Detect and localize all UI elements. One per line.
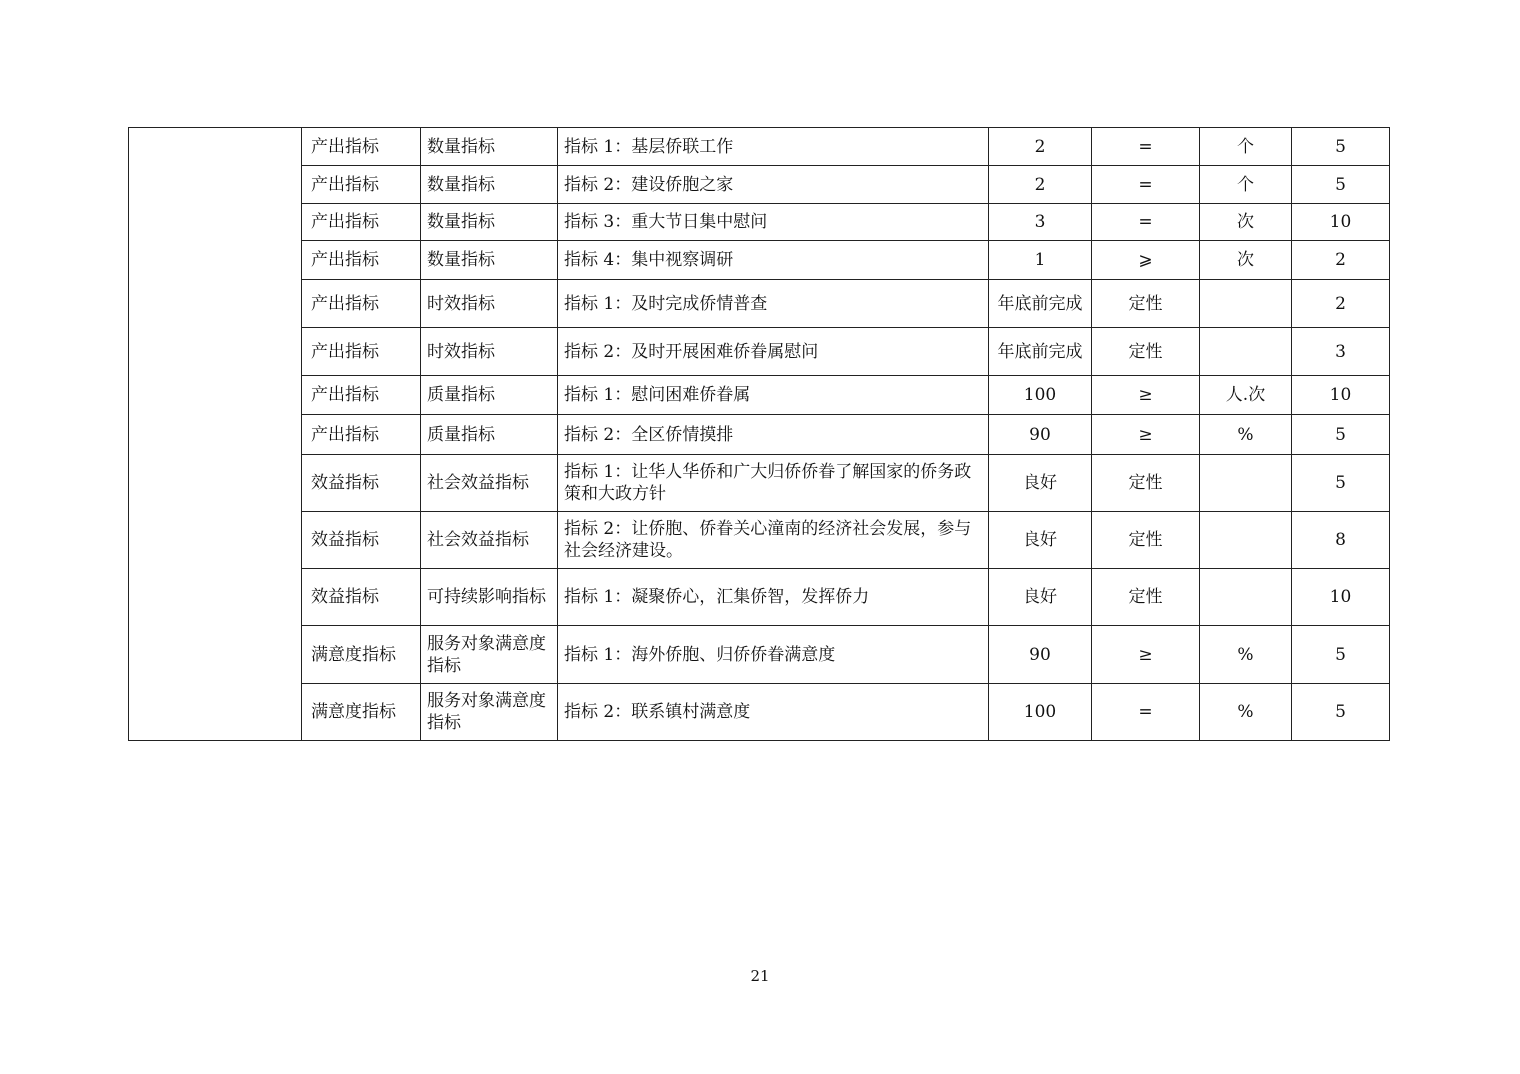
level2-cell: 数量指标 (421, 241, 558, 280)
table-row (129, 376, 1390, 415)
target-value-cell: 良好 (989, 569, 1092, 626)
score-cell: 8 (1292, 512, 1390, 569)
indicator-cell: 指标 2：全区侨情摸排 (558, 415, 989, 455)
operator-cell: 定性 (1092, 569, 1200, 626)
level2-cell: 社会效益指标 (421, 455, 558, 512)
unit-cell: 个 (1200, 128, 1292, 166)
operator-cell: 定性 (1092, 280, 1200, 328)
level2-cell: 质量指标 (421, 415, 558, 455)
score-cell: 10 (1292, 569, 1390, 626)
table-body (129, 128, 1390, 741)
level2-cell: 社会效益指标 (421, 512, 558, 569)
level1-cell: 产出指标 (302, 415, 421, 455)
score-cell: 5 (1292, 415, 1390, 455)
indicator-cell: 指标 1：海外侨胞、归侨侨眷满意度 (558, 626, 989, 684)
unit-cell (1200, 328, 1292, 376)
score-cell: 5 (1292, 455, 1390, 512)
level1-cell: 产出指标 (302, 376, 421, 415)
operator-cell: ≥ (1092, 626, 1200, 684)
indicator-cell: 指标 2：建设侨胞之家 (558, 166, 989, 204)
target-value-cell: 2 (989, 128, 1092, 166)
target-value-cell: 2 (989, 166, 1092, 204)
indicator-cell: 指标 2：让侨胞、侨眷关心潼南的经济社会发展，参与社会经济建设。 (558, 512, 989, 569)
unit-cell (1200, 280, 1292, 328)
table-row (129, 512, 1390, 569)
target-value-cell: 3 (989, 204, 1092, 241)
table-row (129, 626, 1390, 684)
indicator-cell: 指标 1：凝聚侨心，汇集侨智，发挥侨力 (558, 569, 989, 626)
target-value-cell: 良好 (989, 455, 1092, 512)
table-row (129, 455, 1390, 512)
table-row (129, 241, 1390, 280)
indicator-cell: 指标 3：重大节日集中慰问 (558, 204, 989, 241)
indicator-cell: 指标 2：及时开展困难侨眷属慰问 (558, 328, 989, 376)
operator-cell: ≥ (1092, 415, 1200, 455)
level2-cell: 时效指标 (421, 328, 558, 376)
indicator-cell: 指标 4：集中视察调研 (558, 241, 989, 280)
unit-cell (1200, 512, 1292, 569)
table-row (129, 415, 1390, 455)
score-cell: 5 (1292, 626, 1390, 684)
level2-cell: 数量指标 (421, 204, 558, 241)
table-row (129, 684, 1390, 741)
target-value-cell: 良好 (989, 512, 1092, 569)
level1-cell: 产出指标 (302, 241, 421, 280)
level1-cell: 满意度指标 (302, 626, 421, 684)
score-cell: 2 (1292, 280, 1390, 328)
operator-cell: = (1092, 204, 1200, 241)
target-value-cell: 年底前完成 (989, 328, 1092, 376)
level2-cell: 数量指标 (421, 128, 558, 166)
page-number: 21 (750, 967, 770, 985)
level1-cell: 效益指标 (302, 455, 421, 512)
score-cell: 10 (1292, 204, 1390, 241)
operator-cell: ⩾ (1092, 241, 1200, 280)
unit-cell: 人.次 (1200, 376, 1292, 415)
operator-cell: = (1092, 166, 1200, 204)
level1-cell: 满意度指标 (302, 684, 421, 741)
operator-cell: ≥ (1092, 376, 1200, 415)
level2-cell: 服务对象满意度指标 (421, 684, 558, 741)
table-row (129, 280, 1390, 328)
target-value-cell: 90 (989, 626, 1092, 684)
unit-cell: 次 (1200, 204, 1292, 241)
level2-cell: 数量指标 (421, 166, 558, 204)
table-row (129, 569, 1390, 626)
performance-indicator-table (128, 127, 1390, 741)
level2-cell: 可持续影响指标 (421, 569, 558, 626)
score-cell: 5 (1292, 128, 1390, 166)
operator-cell: 定性 (1092, 455, 1200, 512)
unit-cell: % (1200, 684, 1292, 741)
score-cell: 10 (1292, 376, 1390, 415)
table-row (129, 328, 1390, 376)
target-value-cell: 100 (989, 684, 1092, 741)
indicator-cell: 指标 2：联系镇村满意度 (558, 684, 989, 741)
unit-cell (1200, 455, 1292, 512)
unit-cell: 次 (1200, 241, 1292, 280)
score-cell: 3 (1292, 328, 1390, 376)
project-name-cell (129, 128, 302, 741)
indicator-cell: 指标 1：基层侨联工作 (558, 128, 989, 166)
target-value-cell: 年底前完成 (989, 280, 1092, 328)
operator-cell: = (1092, 128, 1200, 166)
level1-cell: 产出指标 (302, 128, 421, 166)
table-row (129, 166, 1390, 204)
level2-cell: 时效指标 (421, 280, 558, 328)
target-value-cell: 90 (989, 415, 1092, 455)
unit-cell: 个 (1200, 166, 1292, 204)
indicator-cell: 指标 1：让华人华侨和广大归侨侨眷了解国家的侨务政策和大政方针 (558, 455, 989, 512)
operator-cell: = (1092, 684, 1200, 741)
level1-cell: 产出指标 (302, 280, 421, 328)
score-cell: 2 (1292, 241, 1390, 280)
unit-cell: % (1200, 415, 1292, 455)
target-value-cell: 100 (989, 376, 1092, 415)
unit-cell: % (1200, 626, 1292, 684)
level2-cell: 服务对象满意度指标 (421, 626, 558, 684)
score-cell: 5 (1292, 684, 1390, 741)
operator-cell: 定性 (1092, 512, 1200, 569)
indicator-cell: 指标 1：及时完成侨情普查 (558, 280, 989, 328)
unit-cell (1200, 569, 1292, 626)
table-row (129, 128, 1390, 166)
level1-cell: 效益指标 (302, 569, 421, 626)
target-value-cell: 1 (989, 241, 1092, 280)
operator-cell: 定性 (1092, 328, 1200, 376)
indicator-cell: 指标 1：慰问困难侨眷属 (558, 376, 989, 415)
score-cell: 5 (1292, 166, 1390, 204)
level1-cell: 产出指标 (302, 166, 421, 204)
level1-cell: 效益指标 (302, 512, 421, 569)
level2-cell: 质量指标 (421, 376, 558, 415)
level1-cell: 产出指标 (302, 328, 421, 376)
table-row (129, 204, 1390, 241)
level1-cell: 产出指标 (302, 204, 421, 241)
